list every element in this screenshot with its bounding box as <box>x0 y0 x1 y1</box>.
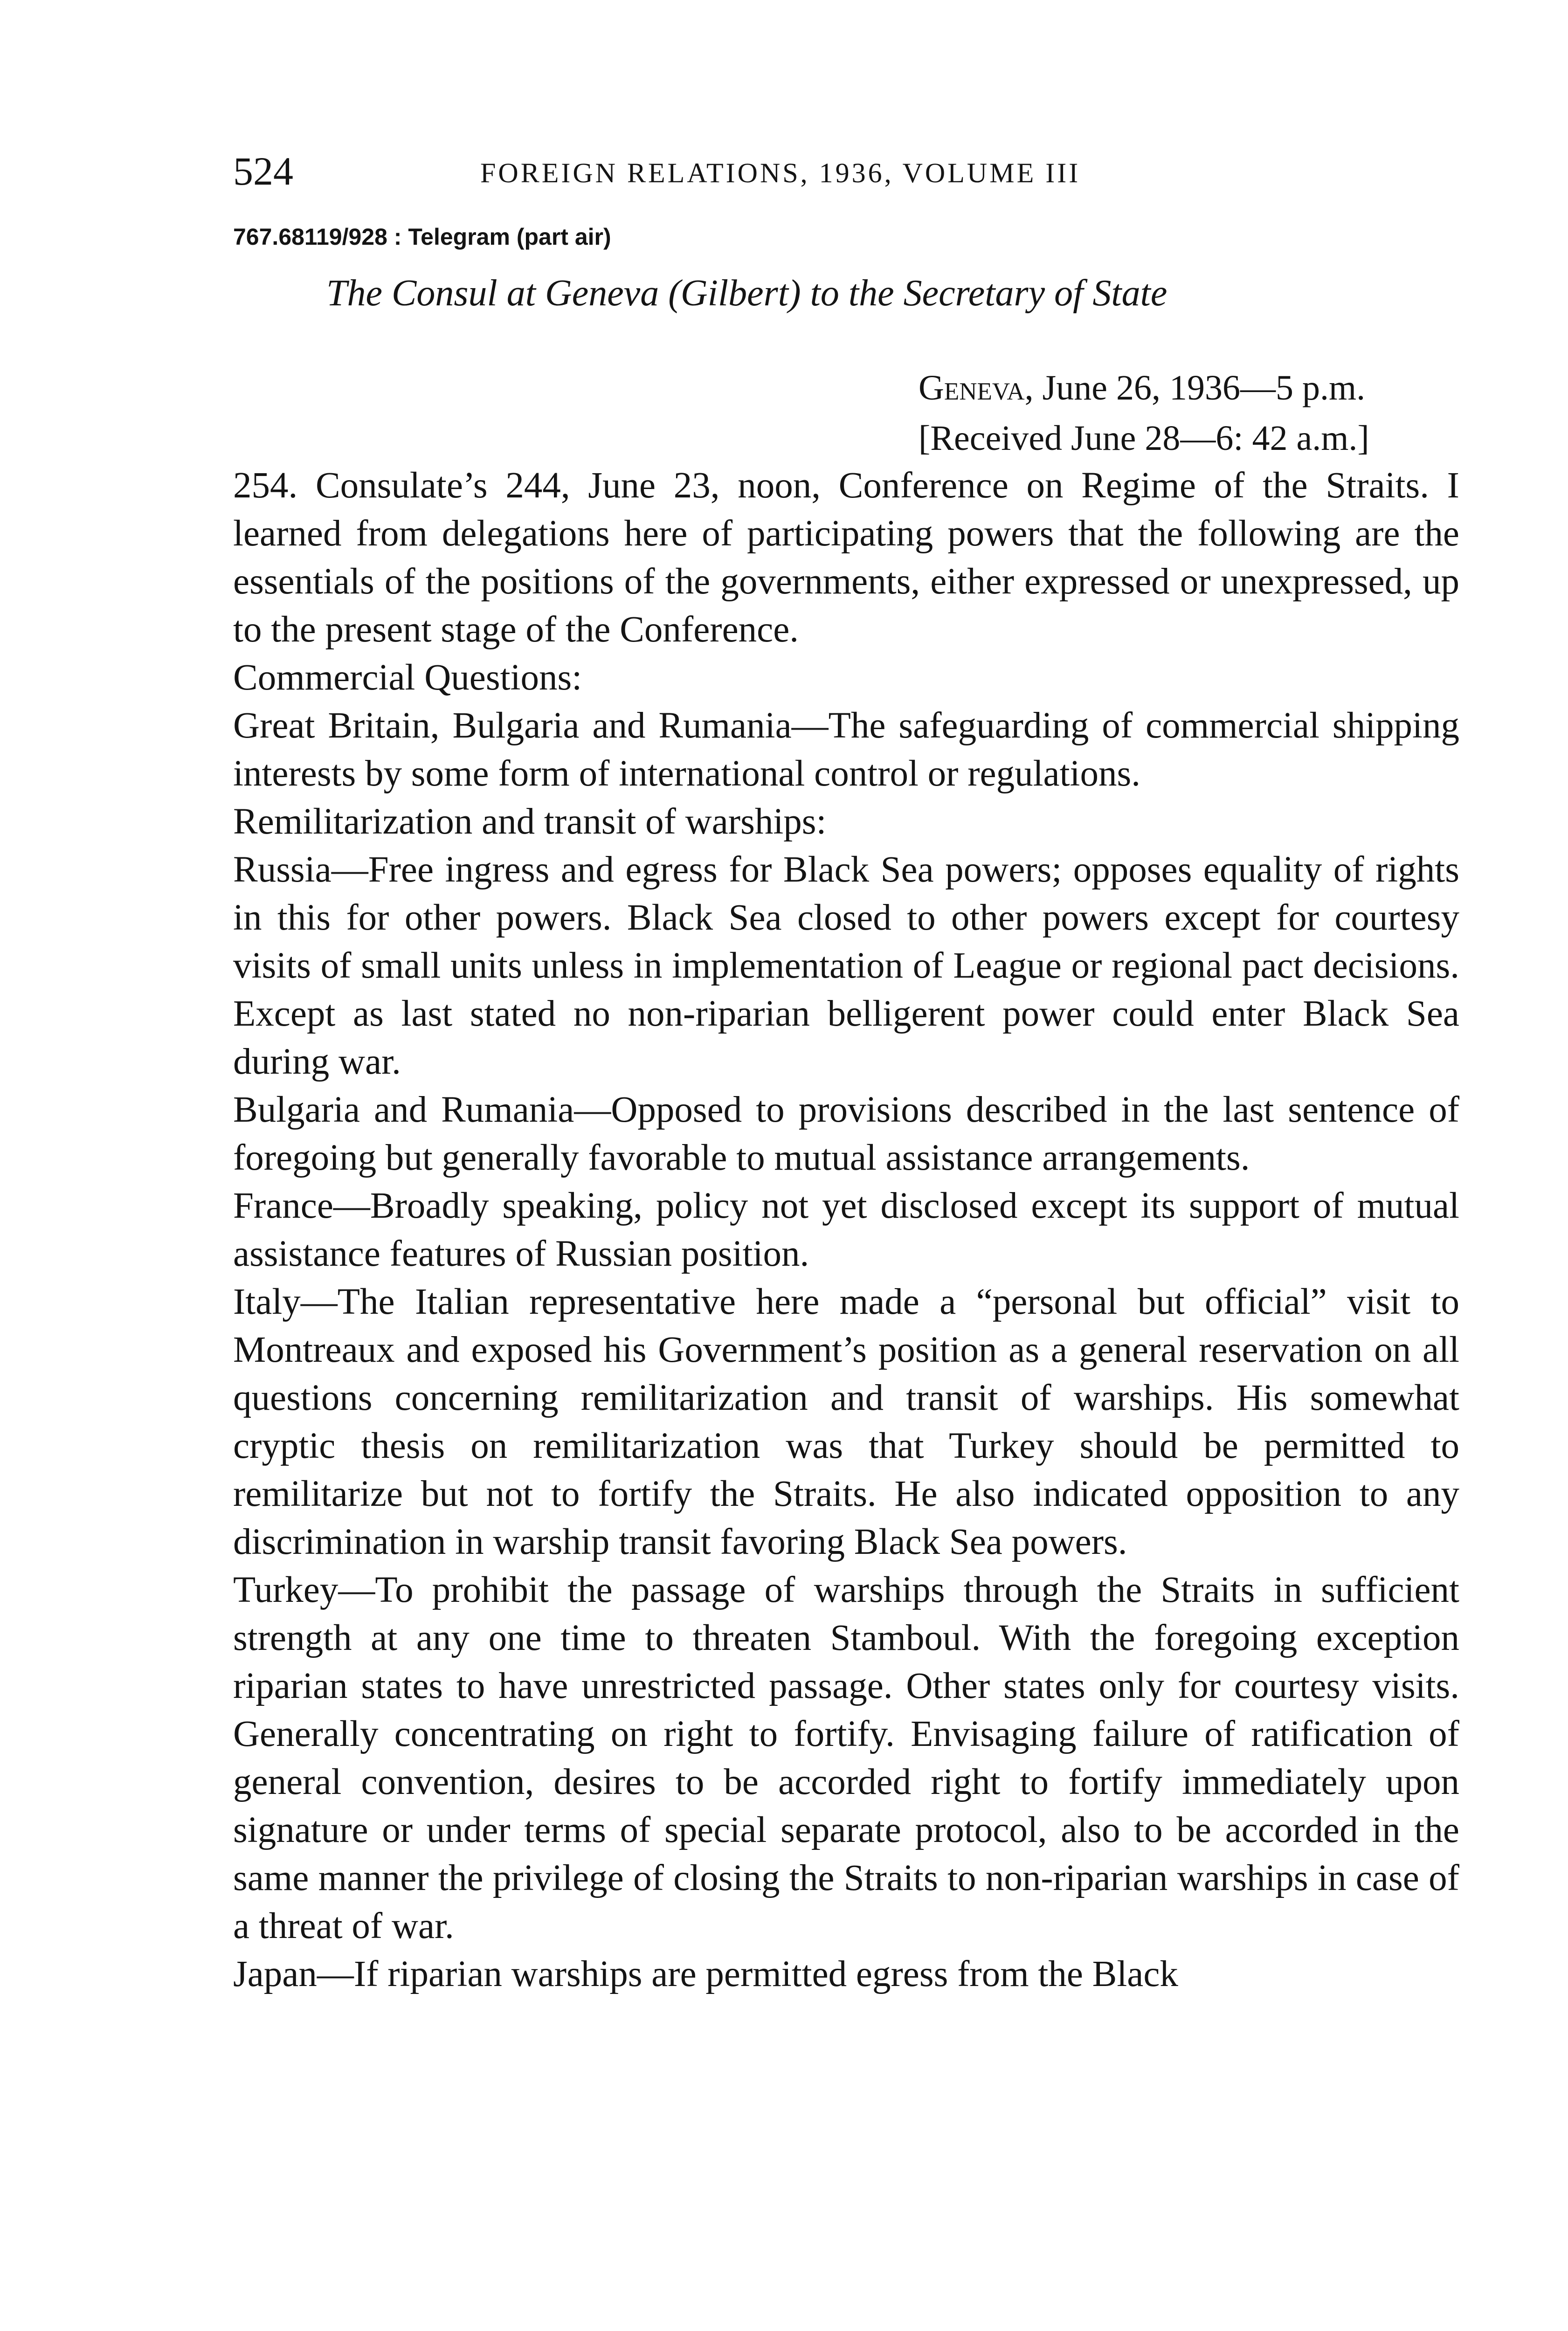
dateline-date: , June 26, 1936—5 p.m. <box>1024 368 1366 407</box>
received-line: [Received June 28—6: 42 a.m.] <box>919 419 1369 458</box>
paragraph-russia: Russia—Free ingress and egress for Black Sea powers; opposes equality of rights in this for other powers. Black Sea closed to other powers except for courtesy visits of small units unless in implementation of League or regional pact decisions. Except as last stated no non-riparian belligerent power could enter Black Sea during war. <box>233 849 1459 1082</box>
heading-remilitarization: Remilitarization and transit of warships: <box>233 801 827 842</box>
paragraph-turkey: Turkey—To prohibit the passage of warships through the Straits in sufficient strength at any one time to threaten Stamboul. With the foregoing exception riparian states to have unrestricted passage. Other states only for courtesy visits. Generally concentrating on right to fortify. Envisaging failure of ratification of general convention, desires to be accorded right to fortify immediately upon signature or under terms of special separate protocol, also to be accorded in the same manner the privilege of closing the Straits to non-riparian warships in case of a threat of war. <box>233 1570 1459 1946</box>
heading-commercial-questions: Commercial Questions: <box>233 657 582 698</box>
telegram-body <box>233 462 1459 1998</box>
page-number: 524 <box>233 149 293 193</box>
paragraph-bulgaria-rumania: Bulgaria and Rumania—Opposed to provisions described in the last sentence of foregoing but generally favorable to mutual assistance arrangements. <box>233 1090 1459 1178</box>
paragraph-italy: Italy—The Italian representative here made a “personal but official” visit to Montreaux and exposed his Government’s position as a general reservation on all questions concerning remilitarization and transit of warships. His somewhat cryptic thesis on remilitarization was that Turkey should be permitted to remilitarize but not to fortify the Straits. He also indicated opposition to any discrimination in warship transit favoring Black Sea powers. <box>233 1282 1459 1562</box>
paragraph-commercial: Great Britain, Bulgaria and Rumania—The safeguarding of commercial shipping interests by some form of international control or regulations. <box>233 705 1459 794</box>
paragraph-france: France—Broadly speaking, policy not yet disclosed except its support of mutual assistance features of Russian position. <box>233 1186 1459 1274</box>
document-title: The Consul at Geneva (Gilbert) to the Secretary of State <box>326 273 1167 314</box>
running-head: FOREIGN RELATIONS, 1936, VOLUME III <box>480 158 1081 188</box>
dateline <box>919 364 1365 413</box>
paragraph-intro: 254. Consulate’s 244, June 23, noon, Conference on Regime of the Straits. I learned from delegations here of participating powers that the following are the essentials of the positions of the governments, either expressed or unexpressed, up to the present stage of the Conference. <box>233 465 1459 650</box>
dateline-place: Geneva <box>919 368 1025 407</box>
file-reference: 767.68119/928 : Telegram (part air) <box>233 224 611 250</box>
paragraph-japan: Japan—If riparian warships are permitted egress from the Black <box>233 1954 1178 1994</box>
page-header <box>233 145 1366 197</box>
